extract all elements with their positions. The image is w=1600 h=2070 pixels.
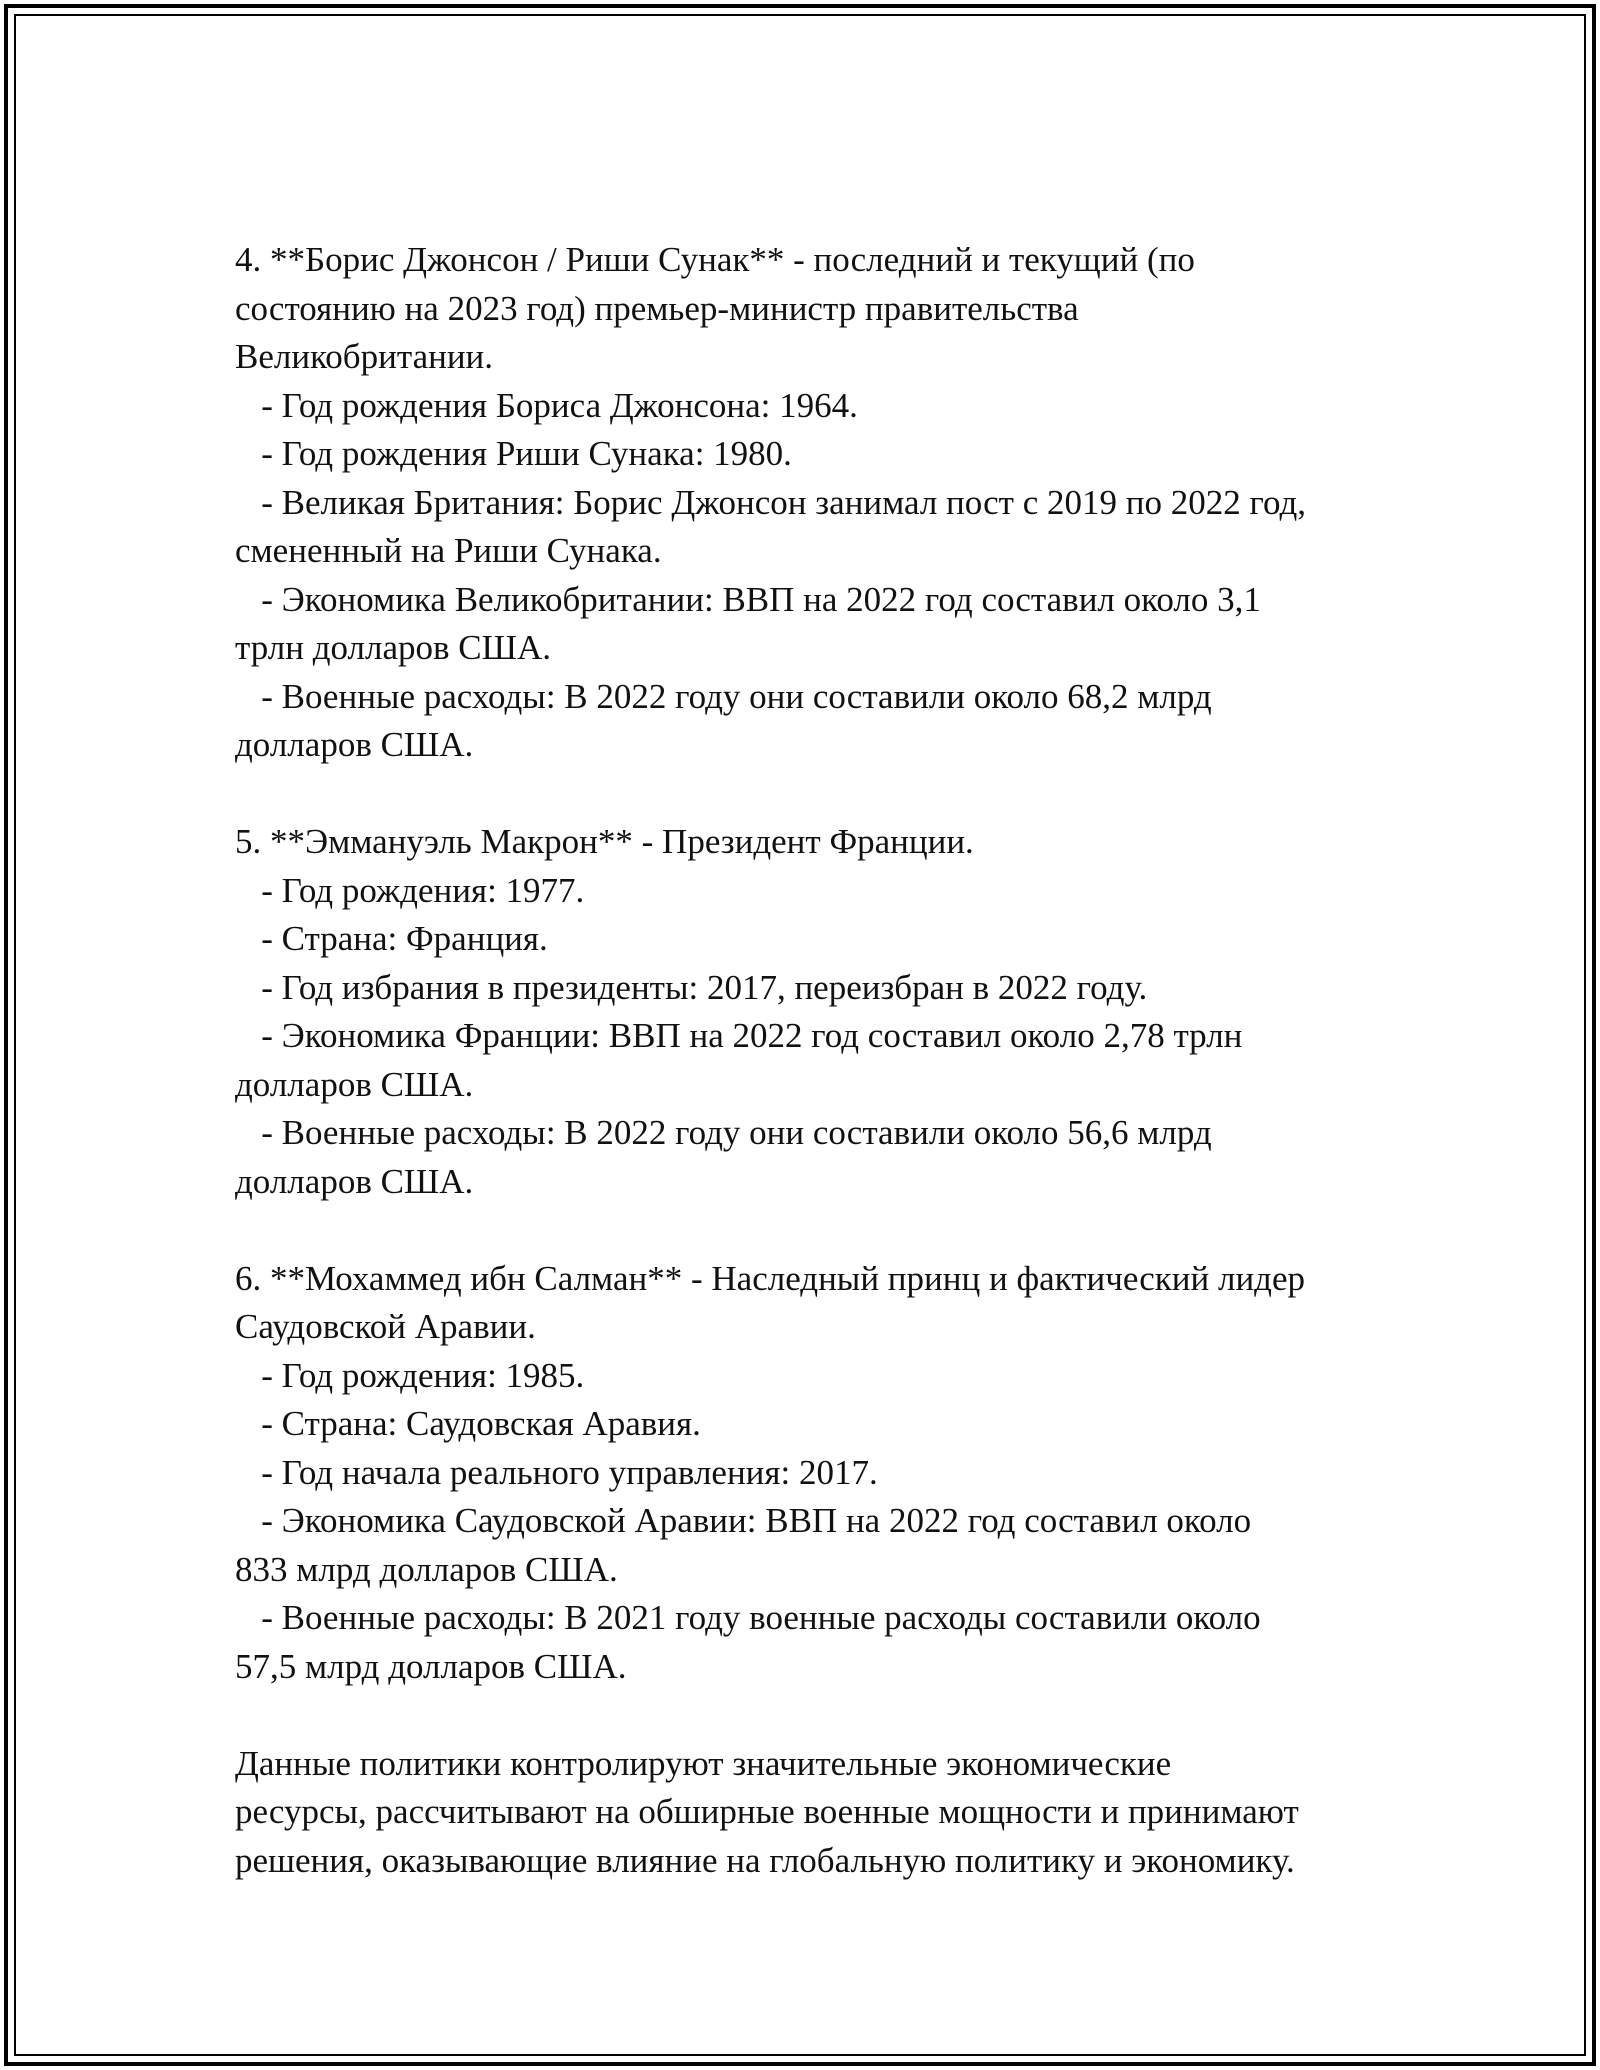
- text-line: - Великая Британия: Борис Джонсон занимал пост с 2019 по 2022 год,: [235, 482, 1307, 522]
- text-line: - Страна: Франция.: [235, 919, 548, 958]
- text-line: Саудовской Аравии.: [235, 1307, 536, 1346]
- text-line: - Год рождения Риши Сунака: 1980.: [235, 434, 792, 473]
- text-line: - Страна: Саудовская Аравия.: [235, 1404, 701, 1443]
- text-line: - Экономика Франции: ВВП на 2022 год составил около 2,78 трлн: [235, 1016, 1243, 1055]
- text-line: - Год рождения: 1977.: [235, 870, 585, 910]
- text-line: - Год начала реального управления: 2017.: [235, 1452, 878, 1492]
- text-line: состоянию на 2023 год) премьер-министр правительства: [235, 288, 1079, 328]
- text-line: решения, оказывающие влияние на глобальную политику и экономику.: [235, 1840, 1295, 1880]
- text-line: - Год рождения: 1985.: [235, 1355, 585, 1395]
- document-body: [235, 236, 1375, 1934]
- text-line: 6. **Мохаммед ибн Салман** - Наследный принц и фактический лидер: [235, 1258, 1306, 1298]
- text-line: долларов США.: [235, 1064, 474, 1104]
- text-line: трлн долларов США.: [235, 628, 551, 667]
- text-line: долларов США.: [235, 725, 474, 764]
- text-line: - Год рождения Бориса Джонсона: 1964.: [235, 385, 858, 425]
- text-line: 57,5 млрд долларов США.: [235, 1646, 627, 1686]
- text-line: ресурсы, рассчитывают на обширные военные мощности и принимают: [235, 1792, 1299, 1831]
- section-macron: [235, 818, 1375, 1206]
- text-line: долларов США.: [235, 1161, 474, 1201]
- text-line: - Военные расходы: В 2021 году военные расходы составили около: [235, 1598, 1261, 1637]
- text-line: - Экономика Саудовской Аравии: ВВП на 2022 год составил около: [235, 1501, 1252, 1540]
- text-line: Великобритании.: [235, 337, 494, 376]
- section-conclusion: [235, 1740, 1375, 1886]
- text-line: - Военные расходы: В 2022 году они составили около 56,6 млрд: [235, 1113, 1212, 1152]
- section-uk-leaders: [235, 236, 1375, 770]
- text-line: смененный на Риши Сунака.: [235, 531, 662, 570]
- section-mbs: [235, 1255, 1375, 1692]
- text-line: 4. **Борис Джонсон / Риши Сунак** - последний и текущий (по: [235, 240, 1195, 279]
- text-line: Данные политики контролируют значительные экономические: [235, 1743, 1172, 1783]
- text-line: 5. **Эммануэль Макрон** - Президент Франции.: [235, 822, 974, 861]
- text-line: - Год избрания в президенты: 2017, переизбран в 2022 году.: [235, 967, 1148, 1007]
- text-line: 833 млрд долларов США.: [235, 1549, 618, 1589]
- text-line: - Военные расходы: В 2022 году они составили около 68,2 млрд: [235, 676, 1212, 716]
- text-line: - Экономика Великобритании: ВВП на 2022 год составил около 3,1: [235, 579, 1261, 619]
